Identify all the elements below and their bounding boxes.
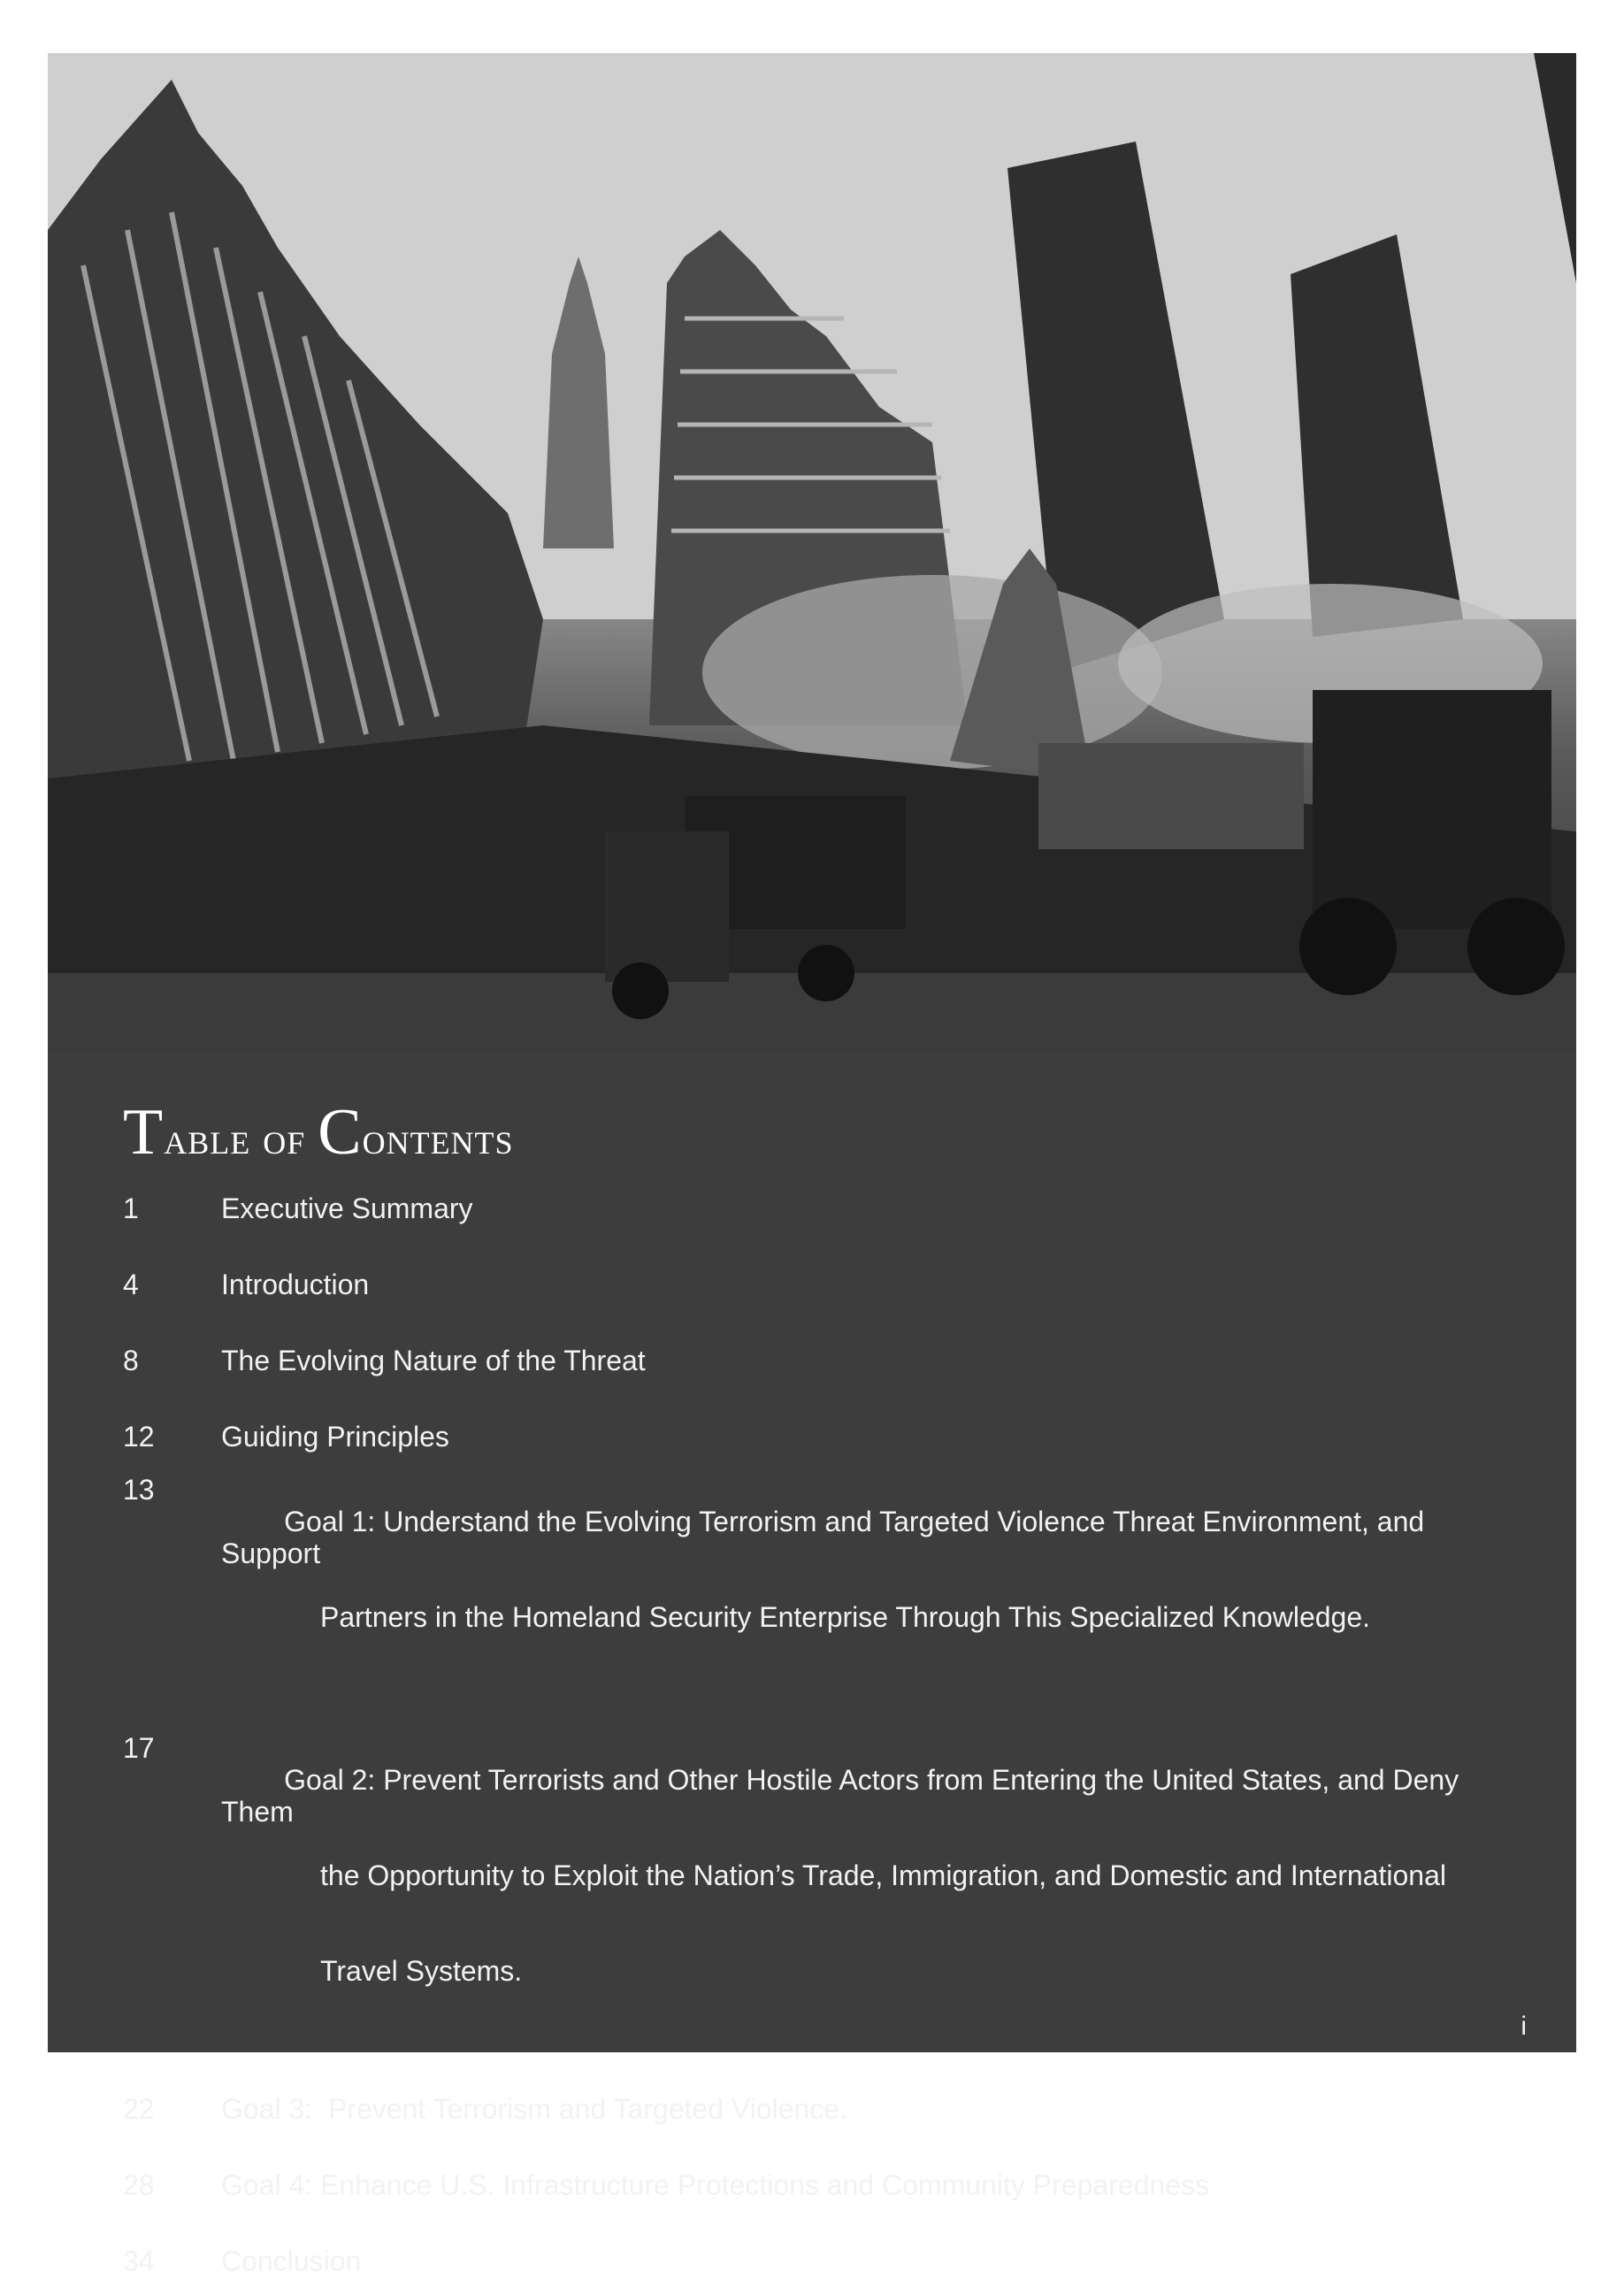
toc-page-number: 28 — [123, 2169, 155, 2201]
toc-entry-title — [221, 1732, 1503, 2051]
photo-illustration — [48, 53, 1576, 1051]
toc-entry-title: Guiding Principles — [221, 1421, 449, 1453]
toc-entry[interactable] — [123, 2169, 1503, 2201]
toc-entry-line: the Opportunity to Exploit the Nation’s Trade, Immigration, and Domestic and International — [320, 1859, 1446, 1891]
toc-entry-line: Goal 2: Prevent Terrorists and Other Hostile Actors from Entering the United States, and Deny Them — [221, 1764, 1467, 1828]
toc-page-number: 13 — [123, 1474, 155, 1506]
toc-entry[interactable] — [123, 1732, 1503, 2051]
toc-entry-title: Goal 4: Enhance U.S. Infrastructure Protections and Community Preparedness — [221, 2169, 1209, 2201]
toc-page-number: 17 — [123, 1732, 155, 1764]
toc-entry[interactable] — [123, 2245, 1503, 2277]
toc-page-number: 4 — [123, 1269, 139, 1300]
toc-entry-title: Executive Summary — [221, 1192, 473, 1224]
toc-entry-title: Conclusion — [221, 2245, 362, 2277]
toc-page-number: 8 — [123, 1345, 139, 1376]
toc-entry[interactable] — [123, 1192, 1503, 1224]
toc-page-number: 34 — [123, 2245, 155, 2277]
toc-panel — [48, 1051, 1576, 2277]
toc-entry-line: Travel Systems. — [320, 1955, 523, 1987]
toc-entry-line: Goal 1: Understand the Evolving Terrorism and Targeted Violence Threat Environment, and Support — [221, 1506, 1433, 1569]
toc-entry-title — [221, 1474, 1503, 1697]
toc-page-number: 22 — [123, 2093, 155, 2125]
toc-entry[interactable] — [123, 2093, 1503, 2125]
page-title: Table of Contents — [123, 1096, 514, 1169]
toc-entry[interactable] — [123, 1474, 1503, 1697]
toc-entry-title: The Evolving Nature of the Threat — [221, 1345, 646, 1376]
toc-entry-title: Introduction — [221, 1269, 370, 1300]
ground-zero-photo — [48, 53, 1576, 1051]
toc-entry[interactable] — [123, 1269, 1503, 1300]
toc-page-number: 12 — [123, 1421, 155, 1453]
page-number: i — [1521, 2012, 1527, 2041]
toc-entry[interactable] — [123, 1345, 1503, 1376]
toc-entry-line: Partners in the Homeland Security Enterprise Through This Specialized Knowledge. — [320, 1601, 1371, 1633]
toc-page-number: 1 — [123, 1192, 139, 1224]
toc-entry[interactable] — [123, 1421, 1503, 1453]
toc-list — [123, 1192, 1503, 2277]
toc-entry-title: Goal 3: Prevent Terrorism and Targeted Violence. — [221, 2093, 847, 2125]
